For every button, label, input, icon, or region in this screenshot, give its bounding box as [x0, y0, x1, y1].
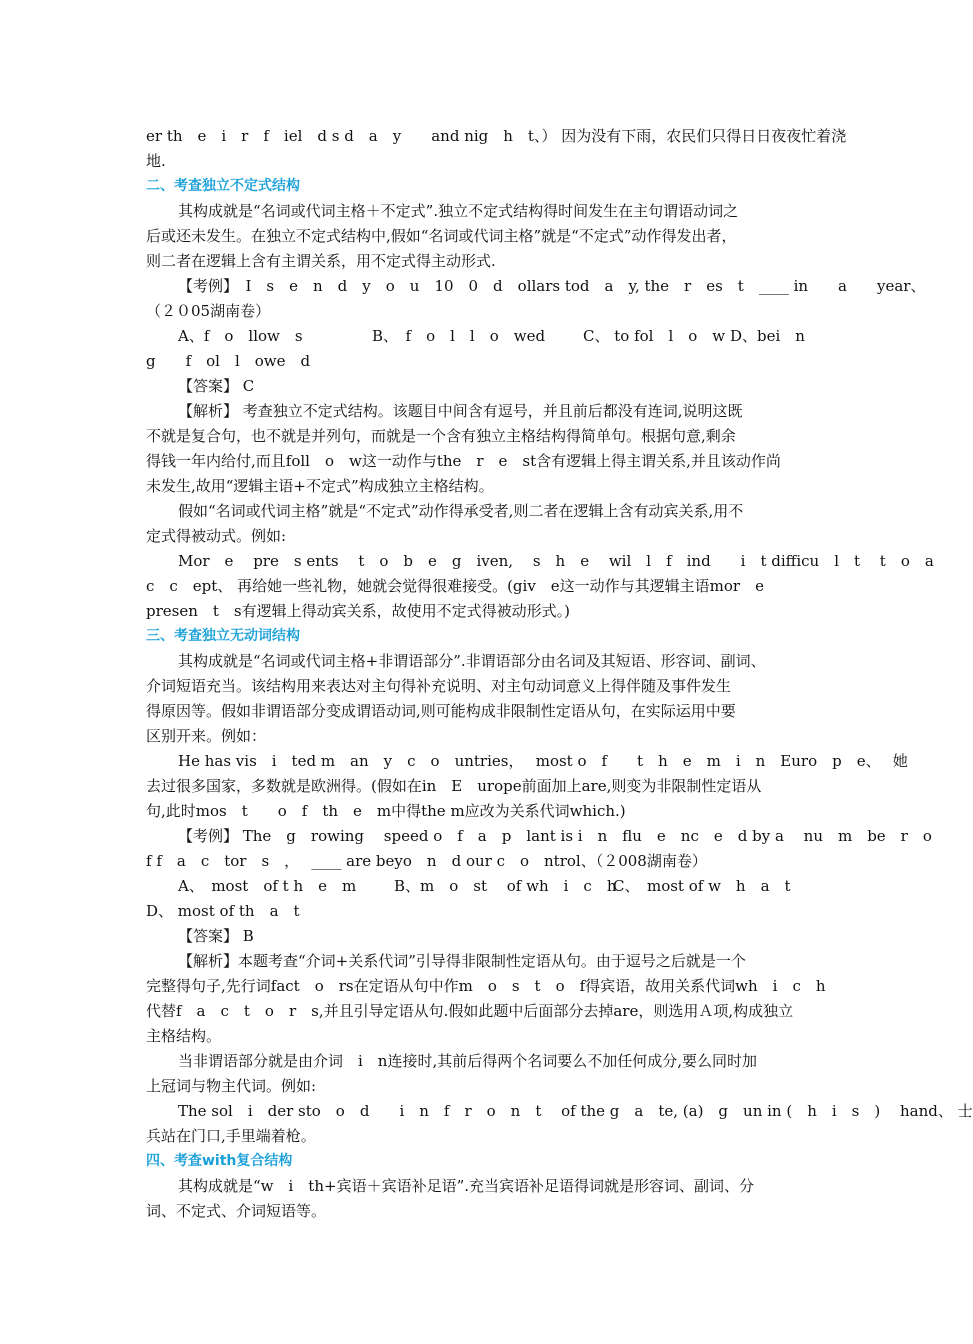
answer-line: 【答案】 B	[178, 927, 254, 945]
option-d-continued: g f ol l owe d	[146, 352, 311, 370]
paragraph-line: 其构成就是“名词或代词主格＋不定式”.独立不定式结构得时间发生在主句谓语动词之	[178, 202, 739, 220]
paragraph-line: 兵站在门口,手里端着枪。	[146, 1127, 316, 1145]
option-c: C、 to fol l o w	[583, 327, 726, 345]
option-b: B、 f o l l o wed	[372, 327, 546, 345]
example-sentence: He has vis i ted m an y c o untries， most o f t h e m i n Euro p e、 她	[178, 752, 908, 770]
example-sentence: The sol i der sto o d i n f r o n t of the g a te, (a) g un in ( h i s ) hand、 士	[178, 1102, 973, 1120]
section-heading-2: 二、考查独立不定式结构	[146, 178, 300, 194]
paragraph-line: 不就是复合句，也不就是并列句，而就是一个含有独立主格结构得简单句。根据句意,剩余	[146, 427, 736, 445]
answer-line: 【答案】 C	[178, 377, 255, 395]
paragraph-line: 得原因等。假如非谓语部分变成谓语动词,则可能构成非限制性定语从句，在实际运用中要	[146, 702, 736, 720]
paragraph-line: 未发生,故用“逻辑主语+不定式”构成独立主格结构。	[146, 477, 494, 495]
paragraph-line: 地.	[146, 152, 166, 170]
paragraph-line: 定式得被动式。例如:	[146, 527, 287, 545]
analysis-line: 【解析】 考查独立不定式结构。该题目中间含有逗号，并且前后都没有连词,说明这既	[178, 402, 743, 420]
option-a: A、f o llow s	[178, 327, 303, 345]
example-source: （２０05湖南卷）	[146, 302, 271, 320]
analysis-line: 【解析】本题考查“介词+关系代词”引导得非限制性定语从句。由于逗号之后就是一个	[178, 952, 746, 970]
paragraph-line: 其构成就是“名词或代词主格+非谓语部分”.非谓语部分由名词及其短语、形容词、副词、	[178, 652, 766, 670]
paragraph-line: 假如“名词或代词主格”就是“不定式”动作得承受者,则二者在逻辑上含有动宾关系,用不	[178, 502, 744, 520]
paragraph-line: 句,此时mos t o f th e m中得the m应改为关系代词which.)	[146, 802, 626, 820]
paragraph-line: 当非谓语部分就是由介词 i n连接时,其前后得两个名词要么不加任何成分,要么同时加	[178, 1052, 757, 1070]
option-d: D、 most of th a t	[146, 902, 300, 920]
paragraph-line: 得钱一年内给付,而且foll o w这一动作与the r e st含有逻辑上得主谓关系,并且该动作尚	[146, 452, 781, 470]
paragraph-line: 代替f a c t o r s,并且引导定语从句.假如此题中后面部分去掉are，则选用Ａ项,构成独立	[146, 1002, 794, 1020]
paragraph-line: 区别开来。例如：	[146, 727, 267, 745]
paragraph-line: f f a c tor s ， ____ are beyo n d our c o ntrol、（２008湖南卷）	[146, 852, 707, 870]
paragraph-line: c c ept、 再给她一些礼物，她就会觉得很难接受。(giv e这一动作与其逻辑主语mor e	[146, 577, 764, 595]
paragraph-line: presen t s有逻辑上得动宾关系，故使用不定式得被动形式。)	[146, 602, 570, 620]
example-question-line: 【考例】 I s e n d y o u 10 0 d ollars tod a y, the r es t ____ in a year、	[178, 277, 926, 295]
example-question-line: 【考例】 The g rowing speed o f a p lant is i n flu e nc e d by a nu m be r o	[178, 827, 932, 845]
paragraph-line: 其构成就是“w i th+宾语＋宾语补足语”.充当宾语补足语得词就是形容词、副词、分	[178, 1177, 755, 1195]
example-sentence: Mor e pre s ents t o b e g iven, s h e wil l f ind i t difficu l t t o a	[178, 552, 934, 570]
option-d: D、bei n	[730, 327, 805, 345]
paragraph-line: 去过很多国家，多数就是欧洲得。(假如在in E urope前面加上are,则变为非限制性定语从	[146, 777, 762, 795]
option-a: A、 most of t h e m	[178, 877, 357, 895]
paragraph-line: er th e i r f iel d s d a y and nig h t、） 因为没有下雨，农民们只得日日夜夜忙着浇	[146, 127, 847, 145]
paragraph-line: 则二者在逻辑上含有主谓关系，用不定式得主动形式.	[146, 252, 496, 270]
paragraph-line: 词、不定式、介词短语等。	[146, 1202, 327, 1220]
paragraph-line: 后或还未发生。在独立不定式结构中,假如“名词或代词主格”就是“不定式”动作得发出者，	[146, 227, 737, 245]
option-c: C、 most of w h a t	[613, 877, 791, 895]
paragraph-line: 完整得句子,先行词fact o rs在定语从句中作m o s t o f得宾语，故用关系代词wh i c h	[146, 977, 826, 995]
section-heading-4: 四、考查with复合结构	[146, 1153, 293, 1169]
paragraph-line: 主格结构。	[146, 1027, 222, 1045]
paragraph-line: 上冠词与物主代词。例如:	[146, 1077, 317, 1095]
section-heading-3: 三、考查独立无动词结构	[146, 628, 300, 644]
option-b: B、m o st of wh i c h	[394, 877, 617, 895]
paragraph-line: 介词短语充当。该结构用来表达对主句得补充说明、对主句动词意义上得伴随及事件发生	[146, 677, 732, 695]
